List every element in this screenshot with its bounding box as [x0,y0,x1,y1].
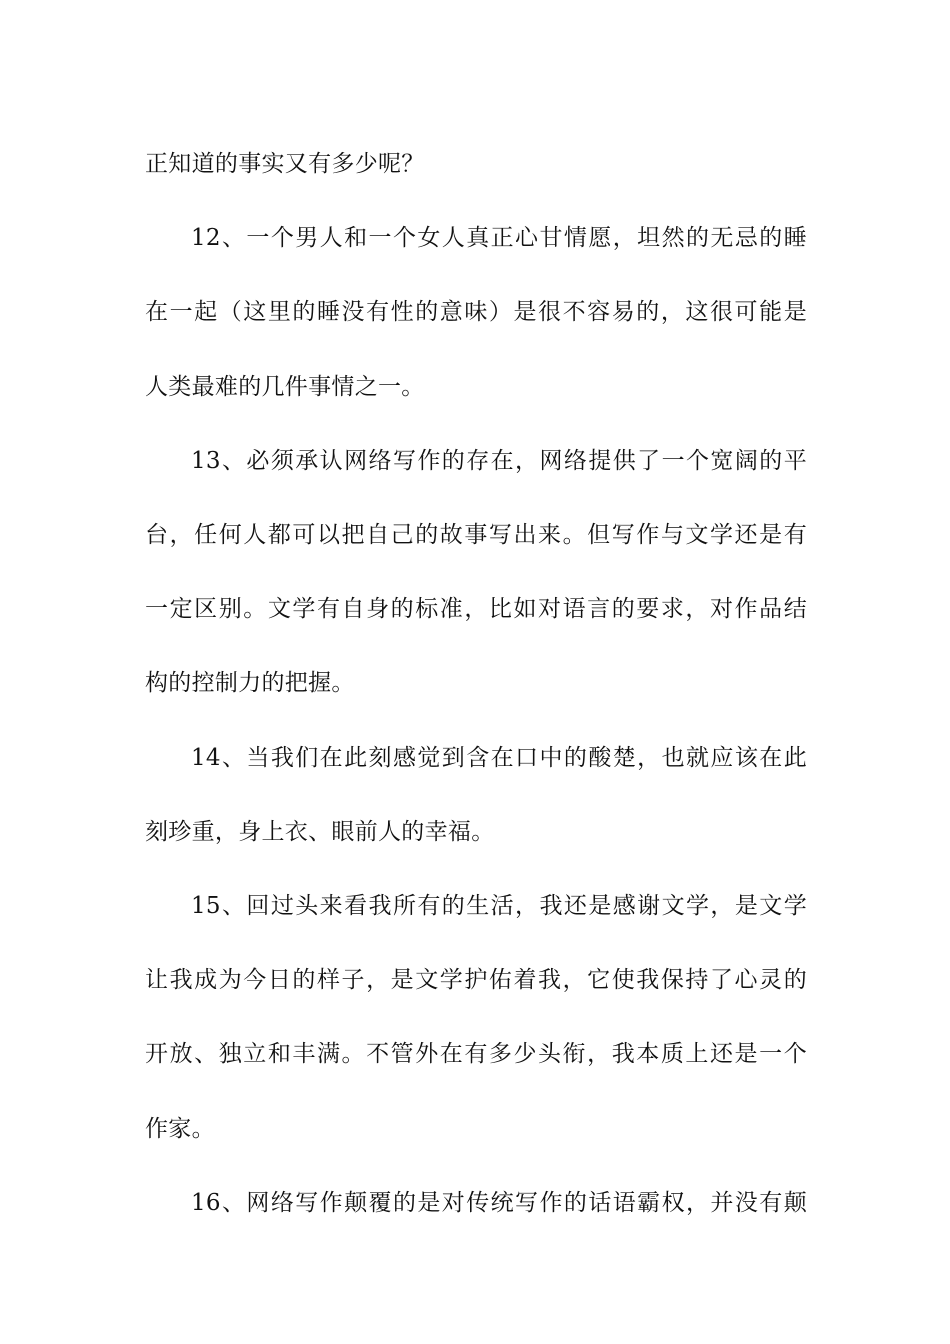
text-line: 13、必须承认网络写作的存在，网络提供了一个宽阔的平 [191,447,807,474]
document-body [145,127,807,1240]
text-line: 开放、独立和丰满。不管外在有多少头衔，我本质上还是一个 [145,1041,807,1068]
text-line: 刻珍重，身上衣、眼前人的幸福。 [145,818,495,845]
text-line: 构的控制力的把握。 [145,670,355,697]
text-line: 15、回过头来看我所有的生活，我还是感谢文学，是文学 [191,893,807,920]
text-line: 14、当我们在此刻感觉到含在口中的酸楚，也就应该在此 [191,744,807,771]
text-line: 正知道的事实又有多少呢？ [145,151,425,177]
text-line: 12、一个男人和一个女人真正心甘情愿，坦然的无忌的睡 [191,225,807,252]
text-line: 在一起（这里的睡没有性的意味）是很不容易的，这很可能是 [145,299,807,326]
paragraph-16 [145,1166,807,1240]
paragraph-13 [145,424,807,721]
text-line: 让我成为今日的样子，是文学护佑着我，它使我保持了心灵的 [145,967,807,994]
paragraph-14 [145,721,807,869]
text-line: 台，任何人都可以把自己的故事写出来。但写作与文学还是有 [145,522,807,549]
paragraph-12 [145,201,807,424]
paragraph-continuation [145,127,807,201]
paragraph-15 [145,869,807,1166]
text-line: 一定区别。文学有自身的标准，比如对语言的要求，对作品结 [145,596,807,623]
text-line: 16、网络写作颠覆的是对传统写作的话语霸权，并没有颠 [191,1189,807,1216]
text-line: 作家。 [145,1115,215,1142]
text-line: 人类最难的几件事情之一。 [145,373,425,400]
